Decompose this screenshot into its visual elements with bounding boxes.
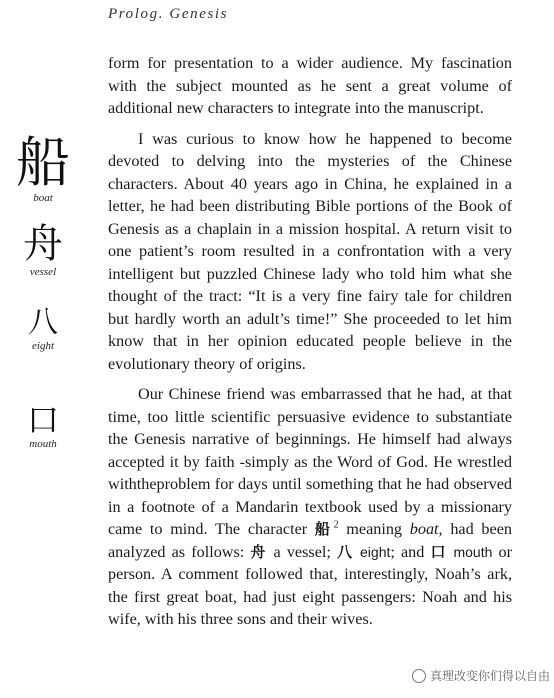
watermark-text: 真理改变你们得以自由 xyxy=(429,669,550,683)
boat-word: boat, xyxy=(409,520,443,538)
paragraph-2: I was curious to know how he happened to become devoted to delving into the mysteries of the Chinese characters. About 40 years ago in China, he explained in a letter, he had been distributing Bible portions of the Book of Genesis as a chaplain in a mission hospital. A return visit to one patient’s room resulted in a confrontation with a very intelligent but puzzled Chinese lady who told him what she thought of the tract: “It is a very fine fairy tale for children but hardly worth an adult’s time!” She proceeded to let him know that in her opinion educated people believe in the evolutionary theory of origins. xyxy=(108,129,512,373)
char-eight: 八 xyxy=(28,305,58,340)
gloss-label-boat: boat xyxy=(33,192,53,204)
wechat-icon xyxy=(412,669,426,683)
p3-part-b: meaning xyxy=(338,520,410,538)
gloss-label-mouth: mouth xyxy=(29,438,57,450)
eight-word: eight xyxy=(354,543,391,560)
gloss-label-vessel: vessel xyxy=(29,266,57,278)
body-text xyxy=(108,52,512,639)
gloss-vessel xyxy=(0,221,86,278)
running-header: Prolog. Genesis xyxy=(108,6,229,22)
inline-char-mouth: 口 xyxy=(430,542,448,561)
p3-part-a: Our Chinese friend was embarrassed that he had, at that time, too little scientific persuasive evidence to substantiate the Genesis narrative of beginnings. He himself had always accepted it by faith -simply as the Word of God. He wrestled withtheproblem for days until something that he had observed in a footnote of a Mandarin textbook used by a missionary came to mind. The character xyxy=(108,385,512,538)
p3-part-c: had been analyzed as follows: xyxy=(108,520,512,561)
mouth-word: mouth xyxy=(447,543,493,560)
paragraph-3 xyxy=(108,383,512,631)
p3-part-e: ; and xyxy=(390,542,431,561)
gloss-label-eight: eight xyxy=(32,340,54,352)
gloss-eight xyxy=(0,305,86,352)
p3-part-f: or person. A comment followed that, interestingly, Noah’s ark, the first great boat, had just eight passengers: Noah and his wife, with his three sons and their wives. xyxy=(108,542,512,628)
watermark xyxy=(412,667,550,684)
paragraph-1: form for presentation to a wider audience. My fascination with the subject mounted as he sent a great volume of additional new characters to integrate into the manuscript. xyxy=(108,54,512,117)
char-mouth: 口 xyxy=(26,401,59,439)
char-vessel: 舟 xyxy=(23,221,63,267)
footnote-ref: 2 xyxy=(333,519,339,531)
inline-char-boat: 船 xyxy=(314,520,334,538)
inline-char-vessel: 舟 xyxy=(250,542,268,561)
inline-char-eight: 八 xyxy=(337,542,355,561)
gloss-mouth xyxy=(0,401,86,450)
p3-part-d: a vessel; xyxy=(267,542,337,561)
char-boat: 船 xyxy=(16,131,70,194)
gloss-boat xyxy=(0,131,86,204)
